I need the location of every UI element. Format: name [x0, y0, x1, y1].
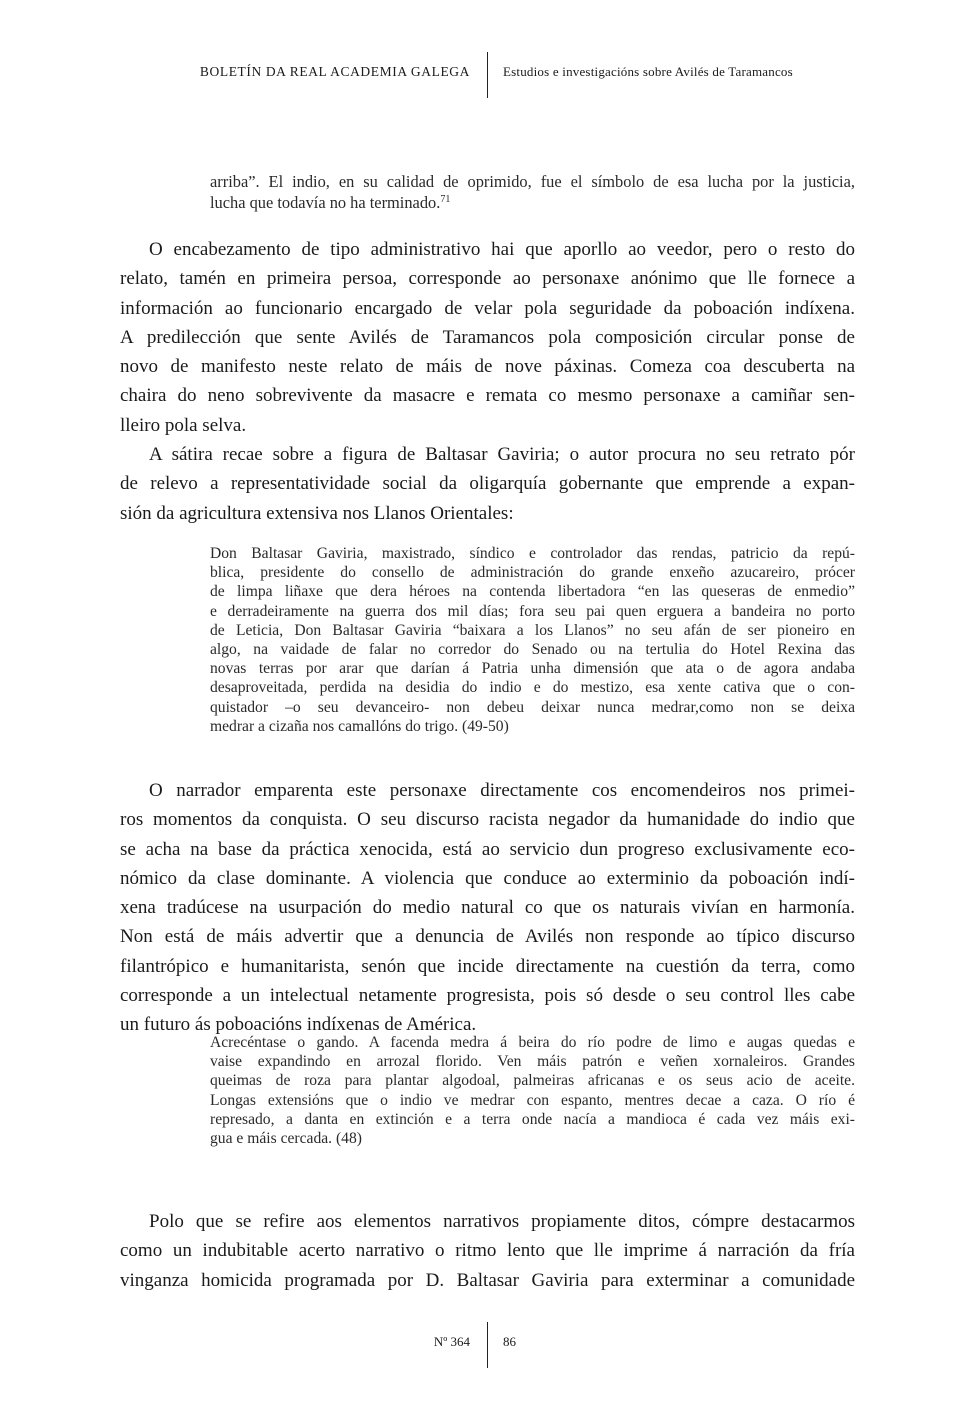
text-line: lleiro pola selva. [120, 414, 247, 436]
block-quote [210, 544, 855, 736]
text-line: vaise expandindo en arrozal florido. Ven máis patrón e veñen xornaleiros. Grandes [210, 1053, 855, 1071]
text-line: gua e máis cercada. (48) [210, 1129, 362, 1147]
paragraph [120, 235, 855, 440]
footnote-ref: 71 [440, 194, 451, 205]
issue-number: Nº 364 [433, 1334, 470, 1349]
quote-continuation [210, 171, 855, 213]
text-line: chaira do neno sobrevivente da masacre e remata co mesmo personaxe a camiñar sen- [120, 385, 855, 407]
running-header-section: Estudios e investigacións sobre Avilés de Taramancos [503, 64, 793, 79]
text-line: O encabezamento de tipo administrativo hai que aporllo ao veedor, pero o resto do [149, 239, 855, 260]
text-line: filantrópico e humanitarista, senón que incide directamente na cuestión da terra, como [120, 955, 855, 977]
text-line: vinganza homicida programada por D. Baltasar Gaviria para exterminar a comunidade [120, 1269, 855, 1291]
text-line: se acha na base da práctica xenocida, está ao servicio dun progreso exclusivamente eco- [120, 838, 855, 860]
paragraph [120, 440, 855, 528]
text-line: A predilección que sente Avilés de Taramancos pola composición circular ponse de [120, 326, 855, 348]
quote-line-text: lucha que todavía no ha terminado. [210, 193, 441, 212]
text-line: O narrador emparenta este personaxe directamente cos encomendeiros nos primei- [149, 780, 855, 801]
text-line: un futuro ás poboacións indíxenas de América. [120, 1014, 477, 1036]
block-quote [210, 1033, 855, 1148]
text-line: Acrecéntase o gando. A facenda medra á beira do río podre de limo e augas quedas e [210, 1034, 855, 1051]
text-line: nómico da clase dominante. A violencia que conduce ao exterminio da poboación indí- [120, 867, 855, 889]
text-line: e derradeiramente na guerra dos mil días; fora seu pai quen erguera a bandeira no porto [210, 602, 855, 620]
paragraph [120, 1207, 855, 1295]
text-line: medrar a cizaña nos camallóns do trigo. (49-50) [210, 717, 509, 735]
running-header-journal: BOLETÍN DA REAL ACADEMIA GALEGA [199, 64, 470, 79]
header-divider [487, 52, 488, 98]
text-line: novo de manifesto neste relato de máis de nove páxinas. Comeza coa descuberta na [120, 356, 855, 378]
text-line: como un indubitable acerto narrativo o ritmo lento que lle imprime á narración da fría [120, 1240, 855, 1262]
text-line: información ao funcionario encargado de velar pola seguridade da poboación indíxena. [120, 297, 855, 319]
text-line: relato, tamén en primeira persoa, corresponde ao personaxe anónimo que lle fornece a [120, 268, 855, 290]
text-line: novas terras por arar que darían á Patria unha dimensión que ata o de agora andaba [210, 660, 855, 678]
quote-line: arriba”. El indio, en su calidad de oprimido, fue el símbolo de esa lucha por la justicia, [210, 172, 855, 191]
text-line: Longas extensións que o indio ve medrar con espanto, mentres decae a caza. O río é [210, 1091, 855, 1109]
text-line: de limpa liñaxe que dera héroes na contenda libertadora “en las queseras de enmedio” [210, 583, 855, 601]
footer-divider [487, 1322, 488, 1368]
text-line: de Leticia, Don Baltasar Gaviria “baixara a los Llanos” no seu afán de ser pioneiro en [210, 621, 855, 639]
text-line: Polo que se refire aos elementos narrativos propiamente ditos, cómpre destacarmos [149, 1211, 855, 1232]
text-line: represado, a danta en extinción e a terra onde nacía a mandioca é cada vez máis exi- [210, 1110, 855, 1128]
text-line: Don Baltasar Gaviria, maxistrado, síndico e controlador das rendas, patricio da repú- [210, 545, 855, 562]
text-line: queimas de roza para plantar algodoal, palmeiras africanas e os seus acio de aceite. [210, 1072, 855, 1090]
text-line: desaproveitada, perdida na desidia do indio e do mestizo, esa xente cativa que o con- [210, 679, 855, 697]
text-line: de relevo a representatividade social da oligarquía gobernante que emprende a expan- [120, 473, 855, 495]
text-line: xena tradúcese na usurpación do medio natural co que os naturais vivían en harmonía. [120, 897, 855, 919]
text-line: quistador –o seu devanceiro- non debeu deixar nunca medrar,como non se deixa [210, 698, 855, 716]
paragraph [120, 776, 855, 1040]
text-line: sión da agricultura extensiva nos Llanos Orientales: [120, 502, 514, 524]
text-line: corresponde a un intelectual netamente progresista, pois só desde o seu control lles cabe [120, 985, 855, 1007]
text-line: algo, na vaidade de falar no corredor do Senado ou na tertulia do Hotel Rexina das [210, 640, 855, 658]
text-line: blica, presidente do consello de administración do grande enxeño azucareiro, prócer [210, 564, 855, 582]
quote-line [210, 192, 855, 213]
text-line: Non está de máis advertir que a denuncia de Avilés non responde ao típico discurso [120, 926, 855, 948]
page-number: 86 [503, 1334, 516, 1349]
text-line: ros momentos da conquista. O seu discurso racista negador da humanidade do indio que [120, 809, 855, 831]
text-line: A sátira recae sobre a figura de Baltasar Gaviria; o autor procura no seu retrato pór [149, 444, 855, 465]
